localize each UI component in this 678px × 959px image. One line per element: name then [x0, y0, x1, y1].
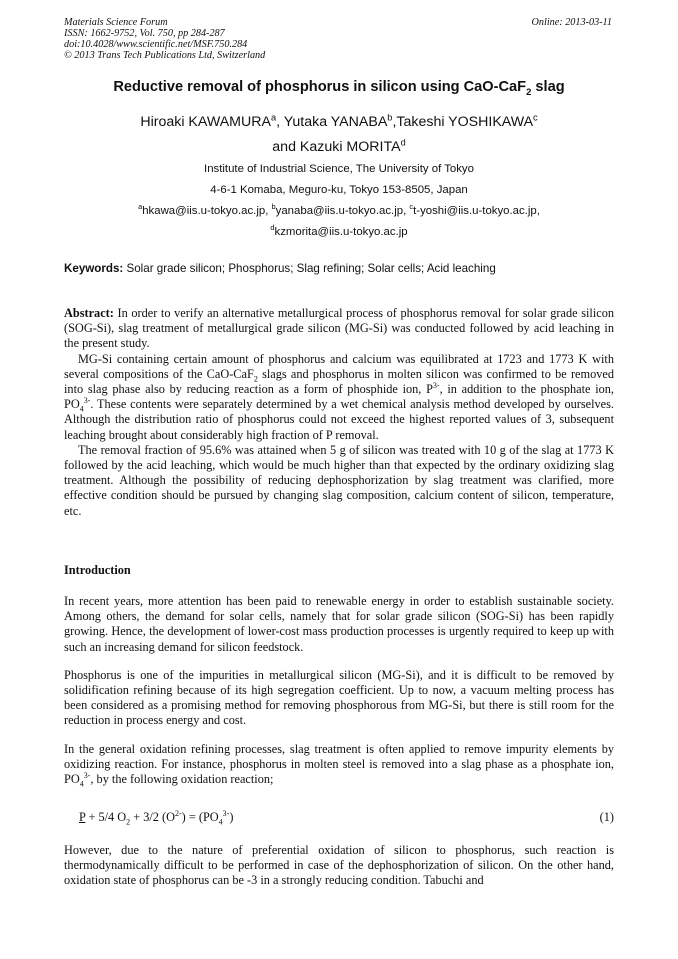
intro-p1: In recent years, more attention has been paid to renewable energy in order to establish sustainable society. Among others, the demand for solar cells, namely that for solar grade silicon (SOG-Si) has been rapidly growing. Hence, the development of lower-cost mass production processes is urgently required to keep up with such an increasing demand for silicon feedstock.: [64, 594, 614, 654]
intro-p4: However, due to the nature of preferential oxidation of silicon to phosphorus, such reaction is thermodynamically difficult to be performed in case of the dephosphorization of silicon. On the other hand, oxidation state of phosphorus can be -3 in a strongly reducing condition. Tabuchi and: [64, 843, 614, 888]
eq-term: P: [79, 810, 86, 824]
intro-text: , by the following oxidation reaction;: [90, 772, 274, 787]
online-date: Online: 2013-03-11: [531, 17, 612, 28]
abstract-text: MG-Si containing certain amount of phosphorus and calcium was equilibrated at 1723 and 1773 K with several compositions of the CaO-CaF: [64, 351, 614, 381]
section-heading-introduction: Introduction: [64, 563, 131, 577]
journal-header: [64, 17, 265, 61]
introduction-continued: [64, 843, 614, 889]
abstract-p3: The removal fraction of 95.6% was attained when 5 g of silicon was treated with 10 g of the slag at 1773 K followed by the acid leaching, which would be much higher than that expected by the ordinary oxidizing slag treatment. Although the possibility of reducing dephosphorization by slag treatment was clarified, more effective condition should be pursued by changing slag composition, calcium content of silicon, temperature, etc.: [64, 442, 614, 518]
affiliation-email-2: [64, 223, 614, 238]
superscript: 3-: [222, 808, 230, 818]
abstract-text: , in addition to the phosphate ion, PO: [64, 382, 614, 412]
title-tail: slag: [531, 79, 565, 95]
keywords-text: Solar grade silicon; Phosphorus; Slag refining; Solar cells; Acid leaching: [123, 262, 496, 275]
subscript: 4: [218, 817, 223, 827]
author-name: ,Takeshi YOSHIKAWA: [392, 114, 534, 130]
equation-number: (1): [599, 810, 614, 824]
introduction-body: [64, 594, 614, 787]
journal-name: Materials Science Forum: [64, 17, 168, 28]
author-name: , Yutaka YANABA: [276, 114, 388, 130]
author-name: Hiroaki KAWAMURA: [140, 114, 271, 130]
journal-copyright: © 2013 Trans Tech Publications Ltd, Switzerland: [64, 50, 266, 61]
author-sup: b: [387, 112, 393, 123]
abstract-text: In order to verify an alternative metallurgical process of phosphorus removal for solar grade silicon (SOG-Si), slag treatment of metallurgical grade silicon (MG-Si) was conducted followed by acid leaching in the present study.: [64, 306, 614, 351]
superscript: 3-: [83, 396, 91, 406]
title-text: Reductive removal of phosphorus in silicon using CaO-CaF: [113, 79, 527, 95]
author-sup: c: [533, 112, 538, 123]
superscript: 3-: [83, 770, 91, 780]
author-line-2: [64, 139, 614, 155]
abstract-text: slags and phosphorus in molten silicon was confirmed to be removed into slag phase also by reducing reaction as a form of phosphide ion, P: [64, 366, 614, 397]
affiliation-emails: [64, 202, 614, 217]
email-link[interactable]: kzmorita@iis.u-tokyo.ac.jp: [274, 226, 408, 238]
paper-title: [64, 79, 614, 98]
email-sup: c: [409, 202, 414, 212]
equation-1: [79, 810, 614, 825]
superscript: 2-: [175, 808, 182, 818]
author-sup: a: [270, 112, 277, 123]
journal-issn: ISSN: 1662-9752, Vol. 750, pp 284-287: [64, 28, 225, 39]
email-link[interactable]: hkawa@iis.u-tokyo.ac.jp,: [142, 205, 272, 217]
abstract-text: . These contents were separately determined by a wet chemical analysis method developed by ourselves. Although the distribution ratio of phosphorus could not exceed the highest reported values of 3, subsequent leaching brought about considerably high fraction of P removal.: [64, 397, 614, 442]
eq-term: ): [229, 810, 234, 824]
intro-p3: [64, 742, 614, 788]
intro-text: In the general oxidation refining processes, slag treatment is often applied to remove impurity elements by oxidizing reaction. For instance, phosphorus in molten steel is removed into a slag phase as a phosphate ion, PO: [64, 741, 614, 787]
subscript: 2: [253, 374, 258, 384]
email-link[interactable]: yanaba@iis.u-tokyo.ac.jp,: [275, 205, 410, 217]
affiliation-address: 4-6-1 Komaba, Meguro-ku, Tokyo 153-8505, Japan: [210, 184, 468, 196]
email-link[interactable]: t-yoshi@iis.u-tokyo.ac.jp,: [413, 205, 540, 217]
subscript: 2: [126, 817, 131, 827]
eq-term: ) = (PO: [181, 810, 219, 824]
email-sup: d: [270, 223, 275, 233]
abstract-p1: [64, 306, 614, 352]
journal-doi: doi:10.4028/www.scientific.net/MSF.750.284: [64, 39, 248, 50]
keywords-label: Keywords:: [64, 262, 124, 275]
subscript: 4: [79, 404, 84, 414]
email-sup: b: [271, 202, 276, 212]
affiliation-institute: Institute of Industrial Science, The University of Tokyo: [204, 163, 474, 175]
author-name: and Kazuki MORITA: [272, 139, 401, 155]
intro-p2: Phosphorus is one of the impurities in metallurgical silicon (MG-Si), and it is difficult to be removed by solidification refining because of its high segregation coefficient. Up to now, a vacuum melting process has been considered as a promising method for removing phosphorous from MG-Si, but there is still room for the reduction in process energy and cost.: [64, 667, 614, 728]
subscript: 4: [79, 779, 84, 789]
author-line-1: [64, 114, 614, 130]
email-sup: a: [138, 202, 143, 212]
abstract-p2: [64, 352, 614, 443]
abstract-label: Abstract:: [64, 306, 114, 320]
keywords: [64, 262, 496, 275]
eq-term: + 5/4 O: [85, 810, 127, 824]
title-subscript: 2: [526, 86, 532, 98]
abstract: [64, 306, 614, 519]
superscript: 3-: [432, 380, 440, 390]
author-sup: d: [400, 137, 406, 148]
eq-term: + 3/2 (O: [130, 810, 176, 824]
